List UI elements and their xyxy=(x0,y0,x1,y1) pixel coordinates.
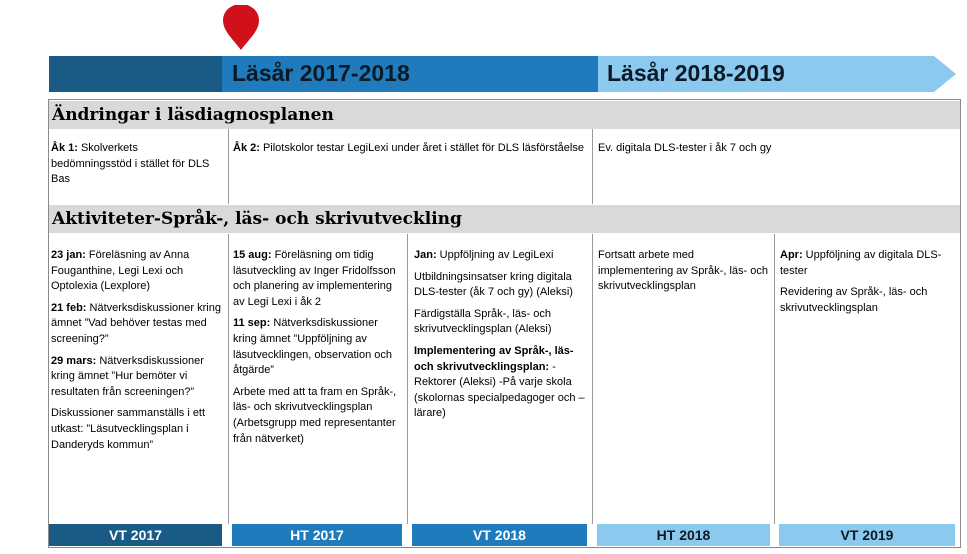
activity-item: Utbildningsinsatser kring digitala DLS-tester (åk 7 och gy) (Aleksi) xyxy=(414,270,573,299)
column-divider xyxy=(228,234,229,524)
location-pin-icon xyxy=(222,5,260,51)
column-divider xyxy=(407,234,408,524)
activity-item: 21 feb: Nätverksdiskussioner kring ämnet ”Vad behöver testas med screening?” xyxy=(51,301,221,345)
activity-item: Apr: Uppföljning av digitala DLS-tester xyxy=(780,249,942,277)
activity-item: Jan: Uppföljning av LegiLexi xyxy=(414,249,554,261)
activity-item: 11 sep: Nätverksdiskussioner kring ämnet ”Uppföljning av läsutvecklingen, observation och åtgärde” xyxy=(233,317,392,377)
activity-item: 15 aug: Föreläsning om tidig läsutveckling av Inger Fridolfsson och planering av implementering av Legi Lexi i åk 2 xyxy=(233,249,396,308)
activity-item: 23 jan: Föreläsning av Anna Fouganthine, Legi Lexi och Optolexia (Lexplore) xyxy=(51,249,190,293)
section-title-activities: Aktiviteter-Språk-, läs- och skrivutveckling xyxy=(49,205,960,233)
activities-ht2017 xyxy=(233,248,403,453)
term-label-ht2018: HT 2018 xyxy=(597,524,770,546)
timeline-arrow-head xyxy=(934,56,956,92)
timeline-bar-previous xyxy=(49,56,222,92)
activity-item: Fortsatt arbete med implementering av Språk-, läs- och skrivutvecklingsplan xyxy=(598,249,768,293)
activities-vt2018 xyxy=(414,248,589,428)
year-label-2018-2019: Läsår 2018-2019 xyxy=(607,60,785,86)
column-divider xyxy=(228,129,229,204)
section-title-changes: Ändringar i läsdiagnosplanen xyxy=(49,101,960,129)
activities-vt2017 xyxy=(51,248,225,459)
term-label-ht2017: HT 2017 xyxy=(232,524,402,546)
activity-item: Diskussioner sammanställs i ett utkast: ”Läsutvecklingsplan i Danderyds kommun” xyxy=(51,407,206,451)
activity-item: Färdigställa Språk-, läs- och skrivutvecklingsplan (Aleksi) xyxy=(414,307,552,336)
column-divider xyxy=(774,234,775,524)
activities-ht2018 xyxy=(598,248,768,301)
column-divider xyxy=(592,129,593,204)
activity-item: 29 mars: Nätverksdiskussioner kring ämnet ”Hur bemöter vi resultaten från screeningen?” xyxy=(51,354,204,398)
term-label-vt2018: VT 2018 xyxy=(412,524,587,546)
term-label-vt2019: VT 2019 xyxy=(779,524,955,546)
activities-vt2019 xyxy=(780,248,955,322)
column-divider xyxy=(592,234,593,524)
change-cell-ak1: Åk 1: Skolverkets bedömningsstöd i stället för DLS Bas xyxy=(51,142,210,186)
year-label-2017-2018: Läsår 2017-2018 xyxy=(232,60,410,86)
activity-item: Arbete med att ta fram en Språk-, läs- och skrivutvecklingsplan (Arbetsgrupp med representanter från nätverket) xyxy=(233,385,397,445)
change-cell-digital: Ev. digitala DLS-tester i åk 7 och gy xyxy=(598,142,772,154)
term-label-vt2017: VT 2017 xyxy=(49,524,222,546)
activity-item: Implementering av Språk-, läs- och skrivutvecklingsplan: -Rektorer (Aleksi) -På varje skola (skolornas specialpedagoger och –lärare) xyxy=(414,344,585,420)
activity-item: Revidering av Språk-, läs- och skrivutvecklingsplan xyxy=(780,286,928,314)
change-cell-ak2: Åk 2: Pilotskolor testar LegiLexi under året i stället för DLS läsförståelse xyxy=(233,142,584,154)
